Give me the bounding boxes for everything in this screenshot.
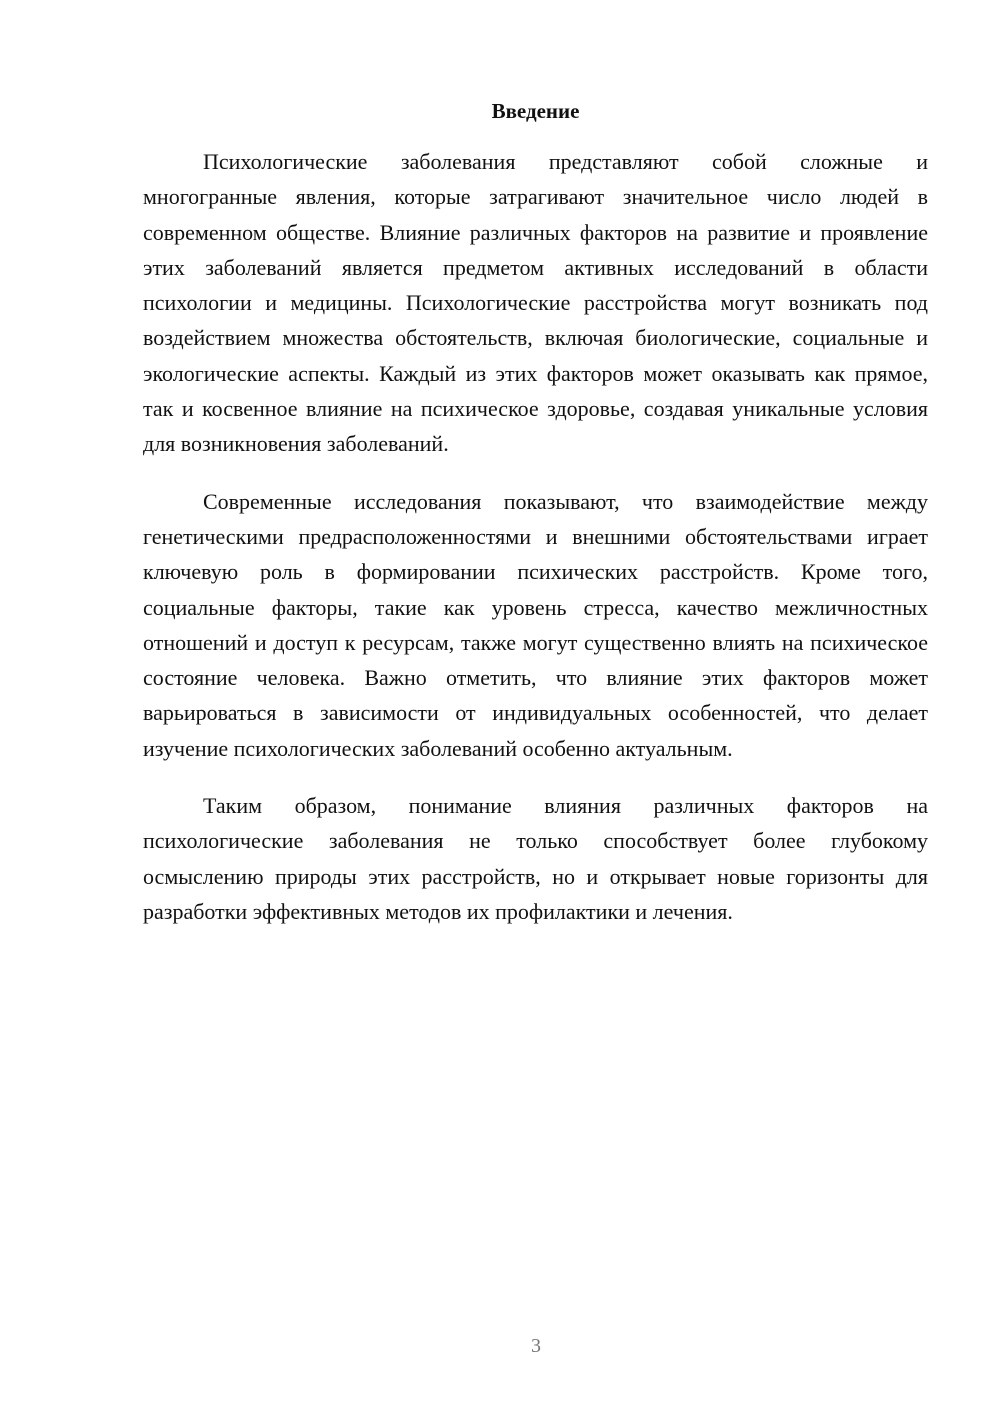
paragraph-3: Таким образом, понимание влияния различных факторов на психологические заболевания не только способствует более глубокому осмыслению природы этих расстройств, но и открывает новые горизонты для разработки эффективных методов их профилактики и лечения. [143, 793, 928, 924]
paragraph-2: Современные исследования показывают, что взаимодействие между генетическими предрасположенностями и внешними обстоятельствами играет ключевую роль в формировании психических расстройств. Кроме того, социальные факторы, такие как уровень стресса, качество межличностных отношений и доступ к ресурсам, также могут существенно влиять на психическое состояние человека. Важно отметить, что влияние этих факторов может варьироваться в зависимости от индивидуальных особенностей, что делает изучение психологических заболеваний особенно актуальным. [143, 488, 928, 761]
page-content [143, 96, 928, 929]
section-heading: Введение [491, 99, 580, 123]
paragraph-1: Психологические заболевания представляют собой сложные и многогранные явления, которые затрагивают значительное число людей в современном обществе. Влияние различных факторов на развитие и проявление этих заболеваний является предметом активных исследований в области психологии и медицины. Психологические расстройства могут возникать под воздействием множества обстоятельств, включая биологические, социальные и экологические аспекты. Каждый из этих факторов может оказывать как прямое, так и косвенное влияние на психическое здоровье, создавая уникальные условия для возникновения заболеваний. [143, 149, 928, 457]
page-number: 3 [531, 1335, 541, 1357]
